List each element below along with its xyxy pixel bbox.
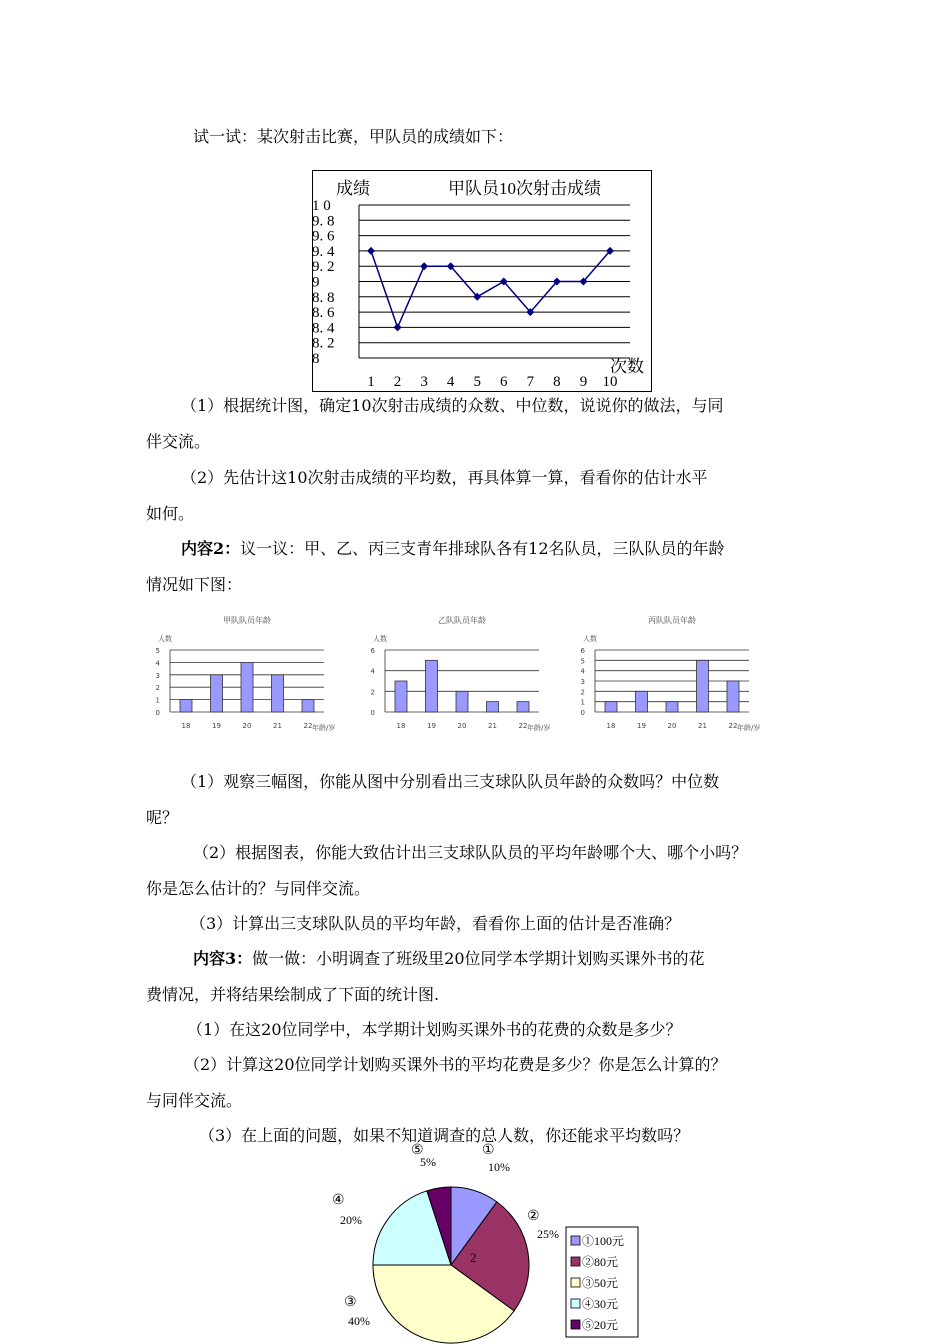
bar (605, 702, 617, 712)
y-tick-label: 9 (312, 274, 320, 291)
q1-line2: 伴交流。 (146, 432, 211, 451)
team-chart-xlabel: 年龄/岁 (737, 724, 761, 732)
q2-line2: 如何。 (146, 504, 195, 523)
y-tick-label: 1 (580, 698, 585, 707)
content2-heading (181, 539, 725, 559)
slice3-pct: 40% (348, 1314, 370, 1328)
x-tick-label: 19 (427, 722, 436, 730)
slice4-pct: 20% (340, 1213, 362, 1227)
slice5-num: ⑤ (411, 1143, 424, 1158)
x-tick-label: 22 (518, 722, 528, 730)
chart-title: 甲队员10次射击成绩 (448, 179, 601, 198)
content3-heading (193, 949, 705, 969)
team-chart-ylabel: 人数 (158, 635, 172, 643)
c3q2-line2: 与同伴交流。 (146, 1091, 243, 1110)
y-tick-label: 6 (580, 647, 585, 655)
bar (241, 662, 253, 712)
legend-label: ④30元 (582, 1297, 619, 1311)
y-tick-label: 5 (580, 657, 585, 666)
c3q3: （3）在上面的问题，如果不知道调查的总人数，你还能求平均数吗？ (199, 1126, 690, 1145)
content2-text: 议一议：甲、乙、丙三支青年排球队各有12名队员，三队队员的年龄 (240, 539, 725, 558)
y-tick-label: 2 (155, 684, 160, 693)
x-tick-label: 20 (242, 722, 252, 730)
x-tick-label: 21 (488, 722, 497, 730)
y-tick-label: 6 (370, 647, 375, 655)
x-tick-label: 22 (728, 722, 738, 730)
y-tick-label: 1 (155, 696, 160, 705)
bar (697, 660, 709, 712)
bar (666, 702, 678, 712)
x-tick-label: 9 (579, 374, 588, 390)
team-chart-title: 丙队队员年龄 (648, 616, 696, 625)
y-tick-label: 8. 2 (312, 335, 335, 352)
team-bar-chart (371, 615, 551, 732)
team-chart-xlabel: 年龄/岁 (527, 724, 551, 732)
y-tick-label: 2 (370, 688, 375, 697)
x-tick-label: 8 (553, 374, 561, 390)
x-tick-label: 6 (500, 374, 508, 390)
legend-swatch (571, 1299, 580, 1308)
x-tick-label: 19 (637, 722, 646, 730)
y-tick-label: 4 (155, 659, 160, 668)
x-tick-label: 3 (420, 374, 428, 390)
slice1-pct: 10% (488, 1160, 510, 1174)
legend-swatch (571, 1236, 580, 1245)
bar (517, 702, 529, 712)
bar (636, 691, 648, 712)
content2-label: 内容2： (181, 539, 241, 558)
team-chart-title: 甲队队员年龄 (223, 616, 271, 625)
y-tick-label: 8. 6 (312, 305, 335, 322)
y-tick-label: 4 (580, 667, 585, 676)
x-tick-label: 1 (367, 374, 375, 390)
legend-swatch (571, 1257, 580, 1266)
team-chart-ylabel: 人数 (373, 635, 387, 643)
bar (395, 681, 407, 712)
y-tick-label: 2 (580, 688, 585, 697)
content3-line2: 费情况，并将结果绘制成了下面的统计图. (146, 985, 440, 1004)
slice-inner-label: 2 (470, 1250, 477, 1265)
c3q2-line1: （2）计算这20位同学计划购买课外书的平均花费是多少？你是怎么计算的？ (184, 1055, 727, 1074)
bar (302, 700, 314, 712)
bar (456, 691, 468, 712)
y-axis-label: 成绩 (336, 179, 370, 198)
y-tick-label: 8. 8 (312, 289, 335, 306)
x-tick-label: 22 (303, 722, 313, 730)
x-tick-label: 5 (473, 374, 481, 390)
content3-text: 做一做：小明调查了班级里20位同学本学期计划购买课外书的花 (252, 949, 705, 968)
q1-line1: （1）根据统计图，确定10次射击成绩的众数、中位数，说说你的做法，与同 (181, 396, 724, 415)
team-chart-xlabel: 年龄/岁 (312, 724, 336, 732)
y-tick-label: 3 (155, 671, 160, 680)
slice1-num: ① (482, 1143, 495, 1158)
c2q2-line1: （2）根据图表，你能大致估计出三支球队队员的平均年龄哪个大、哪个小吗？ (193, 843, 748, 862)
team-bar-chart (581, 615, 761, 732)
slice4-num: ④ (332, 1193, 345, 1208)
team-age-charts (146, 610, 796, 736)
y-tick-label: 5 (155, 647, 160, 655)
bar (272, 675, 284, 712)
x-tick-label: 21 (698, 722, 707, 730)
slice3-num: ③ (344, 1295, 357, 1310)
legend-label: ①100元 (582, 1234, 625, 1248)
x-tick-label: 18 (606, 722, 616, 730)
legend-swatch (571, 1320, 580, 1329)
x-tick-label: 18 (181, 722, 191, 730)
x-tick-label: 21 (273, 722, 282, 730)
c2q2-line2: 你是怎么估计的？与同伴交流。 (146, 879, 371, 898)
content3-label: 内容3： (193, 949, 253, 968)
x-tick-label: 18 (396, 722, 406, 730)
c2q3: （3）计算出三支球队队员的平均年龄，看看你上面的估计是否准确？ (190, 914, 681, 933)
team-bar-chart (156, 615, 336, 732)
y-tick-label: 0 (155, 709, 160, 717)
y-tick-label: 8. 4 (312, 320, 335, 337)
legend-label: ⑤20元 (582, 1318, 619, 1332)
y-tick-label: 3 (580, 678, 585, 686)
slice2-pct: 25% (537, 1227, 559, 1241)
x-tick-label: 19 (212, 722, 221, 730)
slice2-num: ② (527, 1209, 540, 1224)
y-tick-label: 0 (580, 709, 585, 717)
y-tick-label: 9. 8 (312, 213, 335, 230)
bar (180, 700, 192, 712)
c3q1: （1）在这20位同学中，本学期计划购买课外书的花费的众数是多少？ (187, 1020, 682, 1039)
team-chart-title: 乙队队员年龄 (438, 616, 486, 625)
bar (487, 702, 499, 712)
bar (426, 660, 438, 712)
y-tick-label: 9. 4 (312, 243, 335, 260)
y-tick-label: 9. 2 (312, 259, 335, 276)
c2q1-line2: 呢？ (146, 808, 179, 827)
x-tick-label: 20 (457, 722, 467, 730)
y-tick-label: 0 (370, 709, 375, 717)
q2-line1: （2）先估计这10次射击成绩的平均数，再具体算一算，看看你的估计水平 (181, 468, 708, 487)
x-tick-label: 7 (526, 374, 535, 390)
bar (211, 675, 223, 712)
x-tick-label: 4 (446, 374, 455, 390)
book-spending-pie-chart (320, 1134, 640, 1344)
legend-label: ②80元 (582, 1255, 619, 1269)
y-tick-label: 9. 6 (312, 228, 335, 245)
x-tick-label: 20 (667, 722, 677, 730)
legend-label: ③50元 (582, 1276, 619, 1290)
c2q1-line1: （1）观察三幅图，你能从图中分别看出三支球队队员年龄的众数吗？中位数 (181, 772, 720, 791)
team-chart-ylabel: 人数 (583, 635, 597, 643)
bar (727, 681, 739, 712)
y-tick-label: 8 (312, 351, 320, 367)
intro-text: 试一试：某次射击比赛，甲队员的成绩如下： (193, 127, 514, 146)
y-tick-label: 1 0 (312, 198, 331, 214)
slice5-pct: 5% (420, 1155, 436, 1169)
x-tick-label: 10 (602, 374, 618, 390)
x-axis-label: 次数 (610, 357, 644, 376)
x-tick-label: 2 (393, 374, 402, 390)
content2-line2: 情况如下图： (146, 575, 243, 594)
shooting-line-chart (312, 170, 652, 394)
y-tick-label: 4 (370, 667, 375, 676)
legend-swatch (571, 1278, 580, 1287)
